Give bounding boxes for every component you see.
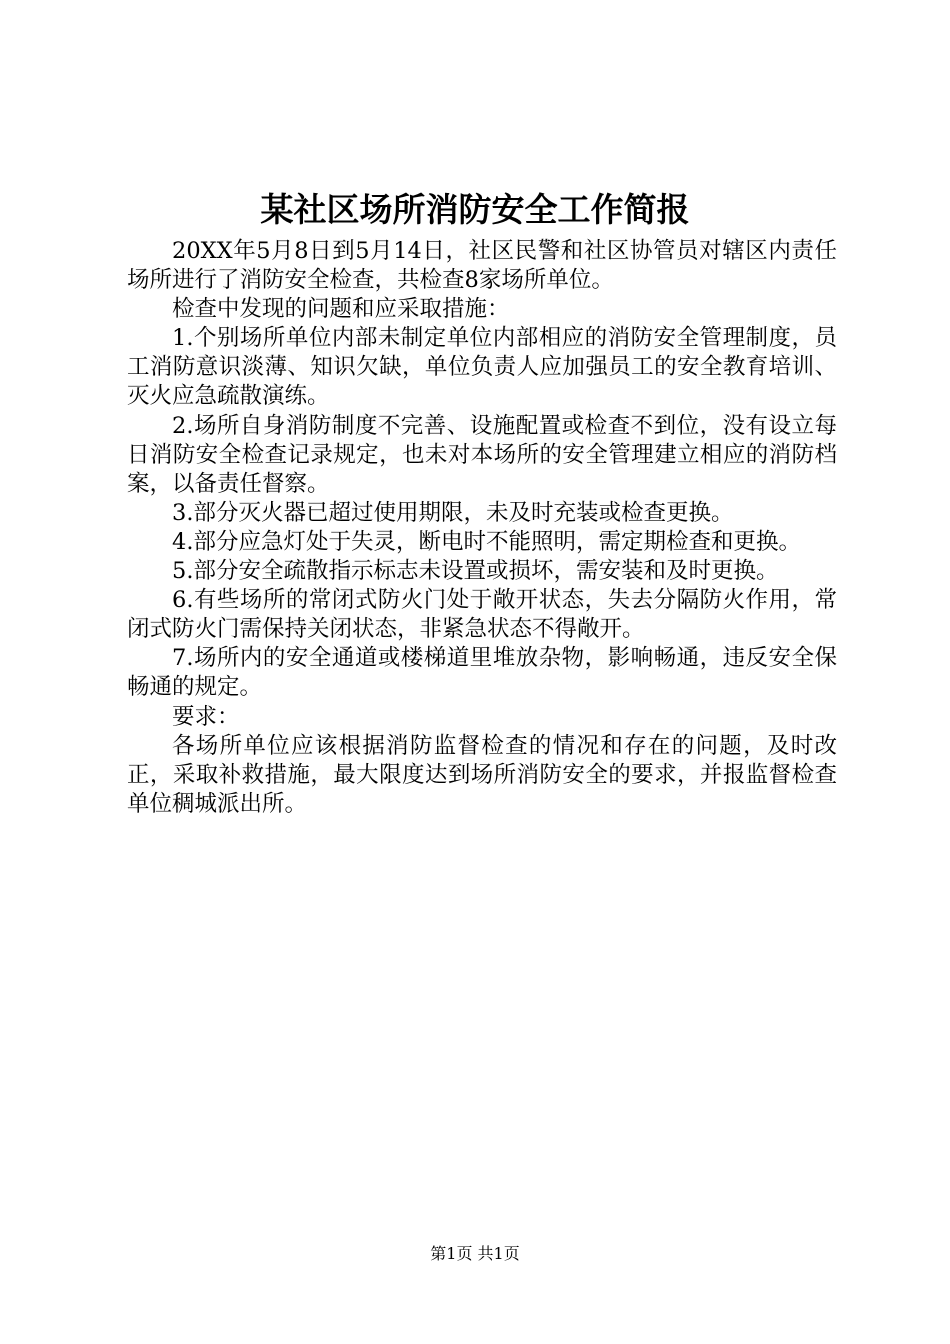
document-body: [127, 237, 837, 819]
paragraph-item-1: 1.个别场所单位内部未制定单位内部相应的消防安全管理制度，员工消防意识淡薄、知识欠缺，单位负责人应加强员工的安全教育培训、灭火应急疏散演练。: [127, 325, 837, 410]
paragraph-requirements: 各场所单位应该根据消防监督检查的情况和存在的问题，及时改正，采取补救措施，最大限度达到场所消防安全的要求，并报监督检查单位稠城派出所。: [127, 732, 837, 817]
page-footer: 第1页 共1页: [430, 1244, 520, 1263]
paragraph-item-7: 7.场所内的安全通道或楼梯道里堆放杂物，影响畅通，违反安全保畅通的规定。: [127, 645, 837, 701]
paragraph-item-4: 4.部分应急灯处于失灵，断电时不能照明，需定期检查和更换。: [172, 528, 801, 555]
paragraph-issues-heading: 检查中发现的问题和应采取措施：: [172, 296, 510, 323]
paragraph-intro: 20XX年5月8日到5月14日，社区民警和社区协管员对辖区内责任场所进行了消防安全检查，共检查8家场所单位。: [127, 238, 837, 294]
paragraph-item-3: 3.部分灭火器已超过使用期限，未及时充装或检查更换。: [172, 499, 734, 526]
paragraph-item-6: 6.有些场所的常闭式防火门处于敞开状态，失去分隔防火作用，常闭式防火门需保持关闭状态，非紧急状态不得敞开。: [127, 587, 837, 643]
paragraph-item-2: 2.场所自身消防制度不完善、设施配置或检查不到位，没有设立每日消防安全检查记录规定，也未对本场所的安全管理建立相应的消防档案，以备责任督察。: [127, 412, 837, 497]
paragraph-requirements-heading: 要求：: [172, 703, 240, 730]
document-title: 某社区场所消防安全工作简报: [260, 190, 690, 229]
paragraph-item-5: 5.部分安全疏散指示标志未设置或损坏，需安装和及时更换。: [172, 558, 779, 585]
